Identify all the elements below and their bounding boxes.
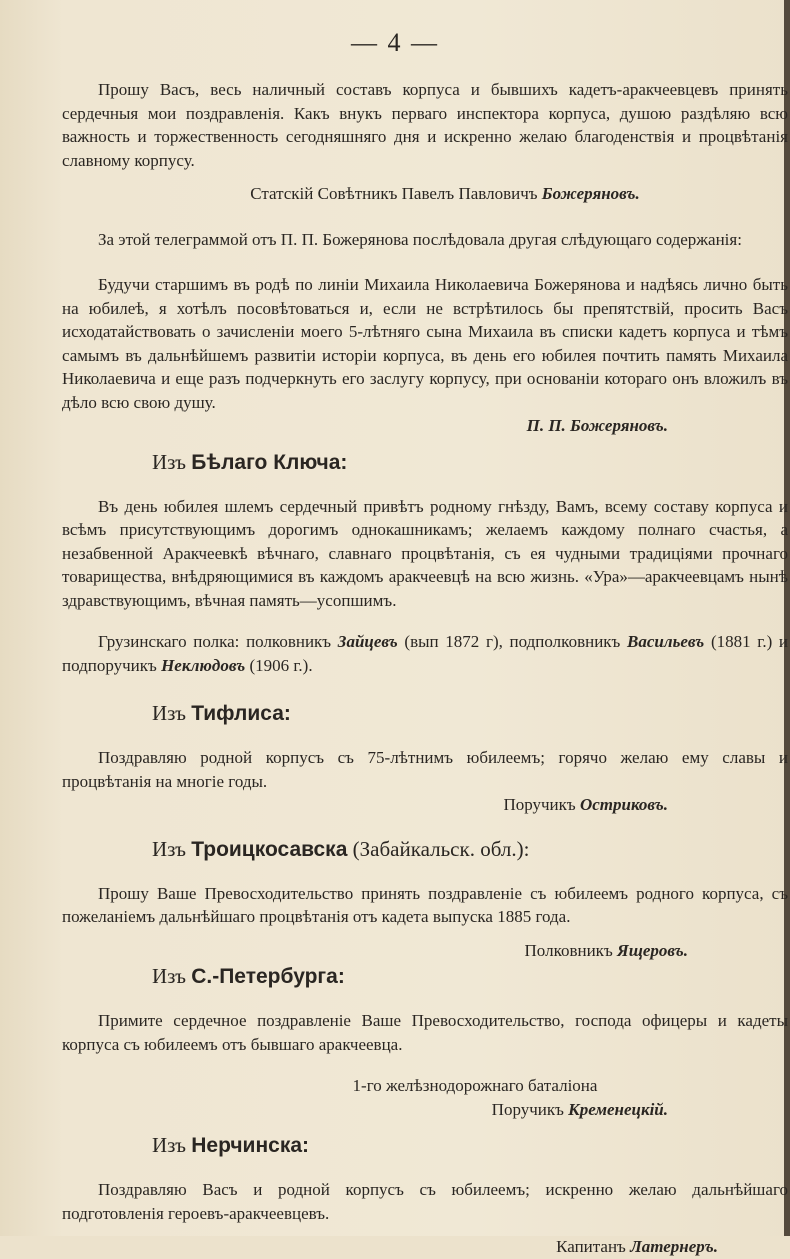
section-heading-tiflis bbox=[62, 699, 788, 728]
paragraph-belyi-klyuch: Въ день юбилея шлемъ сердечный привѣтъ родному гнѣзду, Вамъ, всему составу корпуса и всѣмъ присутствующимъ дорогимъ однокашникамъ; желаемъ каждому полнаго счастья, а незабвенной Аракчеевкѣ вѣчнаго, славнаго процвѣтанія, съ ея чудными традиціями прочнаго товарищества, внѣдряющимися въ каждомъ аракчеевцѣ на всю жизнь. «Ура»—аракчеевцамъ нынѣ здравствующимъ, вѣчная память—усопшимъ. bbox=[62, 496, 788, 610]
signature-kremenetsky bbox=[62, 1098, 788, 1122]
section-heading-petersburg bbox=[62, 962, 788, 991]
heading-prefix: Изъ bbox=[152, 836, 186, 861]
heading-prefix: Изъ bbox=[152, 449, 186, 474]
paragraph-troitskosavsk: Прошу Ваше Превосходительство принять поздравленіе съ юбилеемъ родного корпуса, съ пожеланіемъ дальнѣйшаго процвѣтанія отъ кадета выпуска 1885 года. bbox=[62, 883, 788, 926]
section-heading-nerchinsk bbox=[62, 1131, 788, 1160]
text-fragment: Грузинскаго полка: полковникъ bbox=[98, 632, 332, 651]
signature-name: П. П. Божеряновъ. bbox=[526, 416, 668, 435]
heading-place: С.-Петербурга: bbox=[191, 965, 345, 988]
signature-name: Божеряновъ. bbox=[541, 184, 640, 203]
heading-region: (Забайкальск. обл.): bbox=[352, 836, 530, 861]
paragraph-petersburg: Примите сердечное поздравленіе Ваше Превосходительство, господа офицеры и кадеты корпуса съ юбилеемъ отъ бывшаго аракчеевца. bbox=[62, 1011, 788, 1054]
heading-place: Бѣлаго Ключа: bbox=[191, 450, 348, 474]
section-heading-troitskosavsk bbox=[62, 835, 788, 864]
signature-name: Ящеровъ. bbox=[617, 940, 688, 960]
signature-title: Поручикъ bbox=[503, 795, 576, 814]
signature-name: Васильевъ bbox=[627, 632, 705, 651]
section-heading-belyi-klyuch bbox=[62, 448, 788, 477]
paragraph-gruzinsky-signatures bbox=[62, 630, 788, 677]
signature-title: Капитанъ bbox=[556, 1237, 626, 1256]
text-fragment: (1906 г.). bbox=[249, 655, 313, 675]
signature-name: Неклюдовъ bbox=[161, 655, 246, 675]
paragraph-intro-second-telegram: За этой телеграммой отъ П. П. Божерянова послѣдовала другая слѣдующаго содержанія: bbox=[98, 229, 742, 249]
heading-prefix: Изъ bbox=[152, 964, 186, 988]
signature-title: Статскій Совѣтникъ Павелъ Павловичъ bbox=[250, 184, 538, 203]
paragraph-nerchinsk: Поздравляю Васъ и родной корпусъ съ юбилеемъ; искренно желаю дальнѣйшаго подготовленія героевъ-аракчеевцевъ. bbox=[62, 1180, 788, 1223]
signature-name: Кременецкій. bbox=[568, 1099, 668, 1119]
paragraph-congratulation-1: Прошу Васъ, весь наличный составъ корпуса и бывшихъ кадетъ-аракчеевцевъ принять сердечныя мои поздравленія. Какъ внукъ перваго инспектора корпуса, душою раздѣляю всю важность и торжественность сегодняшняго дня и искренно желаю благоденствія и процвѣтанія славному корпусу. bbox=[62, 80, 788, 170]
signature-ostrikov bbox=[62, 793, 788, 817]
paragraph-tiflis: Поздравляю родной корпусъ съ 75-лѣтнимъ юбилеемъ; горячо желаю ему славы и процвѣтанія на многіе годы. bbox=[62, 748, 788, 791]
page-number: — 4 — bbox=[351, 28, 439, 57]
signature-name: Остриковъ. bbox=[579, 795, 668, 814]
signature-yashcherov bbox=[62, 939, 788, 963]
signature-title: Полковникъ bbox=[524, 940, 613, 960]
heading-place: Нерчинска: bbox=[191, 1134, 310, 1157]
text-fragment: (1881 г.) и подпоручикъ bbox=[62, 632, 789, 675]
text-fragment: (вып 1872 г), подполковникъ bbox=[404, 632, 621, 651]
signature-name: Латернеръ. bbox=[630, 1237, 718, 1256]
signature-laterner bbox=[62, 1235, 788, 1259]
signature-battalion: 1-го желѣзнодорожнаго баталіона bbox=[352, 1076, 598, 1095]
heading-place: Троицкосавска bbox=[191, 837, 348, 861]
signature-title: Поручикъ bbox=[491, 1099, 564, 1119]
signature-name: Зайцевъ bbox=[337, 632, 398, 651]
signature-bozheryanov-2 bbox=[62, 414, 788, 438]
heading-place: Тифлиса: bbox=[191, 702, 291, 725]
paragraph-bozheryanov-request: Будучи старшимъ въ родѣ по линіи Михаила Николаевича Божерянова и надѣясь лично быть на юбилеѣ, я хотѣлъ посовѣтоваться и, если не встрѣтилось бы препятствій, просить Васъ исходатайствовать о зачисленіи моего 5-лѣтняго сына Михаила въ списки кадетъ корпуса и тѣмъ самымъ въ дальнѣйшемъ развитіи исторіи корпуса, въ день его юбилея почтить память Михаила Николаевича и еще разъ подчеркнуть его заслугу корпусу, при основаніи котораго онъ вложилъ въ дѣло всю свою душу. bbox=[62, 275, 788, 412]
heading-prefix: Изъ bbox=[152, 701, 186, 725]
signature-bozheryanov-1 bbox=[62, 182, 788, 206]
document-body bbox=[62, 78, 788, 1259]
heading-prefix: Изъ bbox=[152, 1133, 186, 1157]
